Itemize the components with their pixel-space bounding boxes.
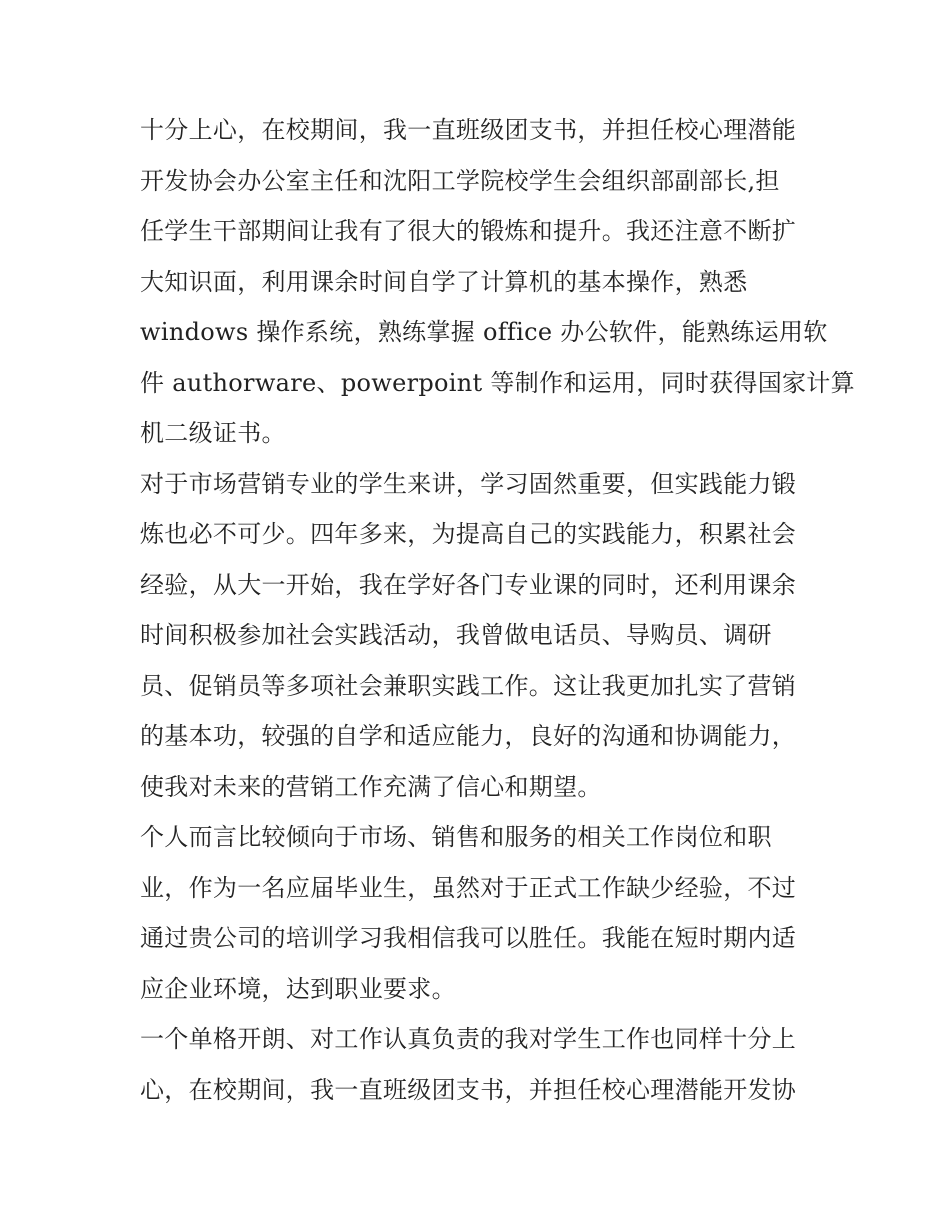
paragraph-personality: [140, 1014, 820, 1115]
text-line: 开发协会办公室主任和沈阳工学院校学生会组织部副部长,担: [140, 166, 780, 195]
paragraph-practice: [140, 459, 820, 813]
text-line: 十分上心，在校期间，我一直班级团支书，并担任校心理潜能: [140, 116, 797, 144]
text-line: 炼也必不可少。四年多来，为提高自己的实践能力，积累社会: [140, 520, 797, 548]
text-line: 一个单格开朗、对工作认真负责的我对学生工作也同样十分上: [140, 1025, 797, 1053]
text-line: 对于市场营销专业的学生来讲，学习固然重要，但实践能力锻: [140, 469, 797, 498]
paragraph-career: [140, 812, 820, 1014]
text-line: 通过贵公司的培训学习我相信我可以胜任。我能在短时期内适: [140, 924, 797, 952]
text-line: 件 authorware、powerpoint 等制作和运用，同时获得国家计算: [140, 368, 855, 397]
text-line: 的基本功，较强的自学和适应能力，良好的沟通和协调能力，: [140, 722, 797, 750]
text-line: 经验，从大一开始，我在学好各门专业课的同时，还利用课余: [140, 570, 797, 599]
text-line: 业，作为一名应届毕业生，虽然对于正式工作缺少经验，不过: [140, 873, 797, 902]
text-line: windows 操作系统，熟练掌握 office 办公软件，能熟练运用软: [140, 318, 828, 346]
text-line: 应企业环境，达到职业要求。: [140, 974, 456, 1003]
text-line: 心，在校期间，我一直班级团支书，并担任校心理潜能开发协: [140, 1075, 797, 1104]
text-line: 员、促销员等多项社会兼职实践工作。这让我更加扎实了营销: [140, 671, 797, 700]
text-line: 时间积极参加社会实践活动，我曾做电话员、导购员、调研: [140, 621, 772, 649]
text-line: 机二级证书。: [140, 419, 286, 447]
text-line: 使我对未来的营销工作充满了信心和期望。: [140, 772, 602, 801]
document-body: [140, 105, 855, 1115]
text-line: 个人而言比较倾向于市场、销售和服务的相关工作岗位和职: [140, 823, 772, 851]
paragraph-activities: [140, 105, 855, 459]
text-line: 大知识面，利用课余时间自学了计算机的基本操作，熟悉: [140, 267, 748, 296]
text-line: 任学生干部期间让我有了很大的锻炼和提升。我还注意不断扩: [140, 217, 797, 245]
